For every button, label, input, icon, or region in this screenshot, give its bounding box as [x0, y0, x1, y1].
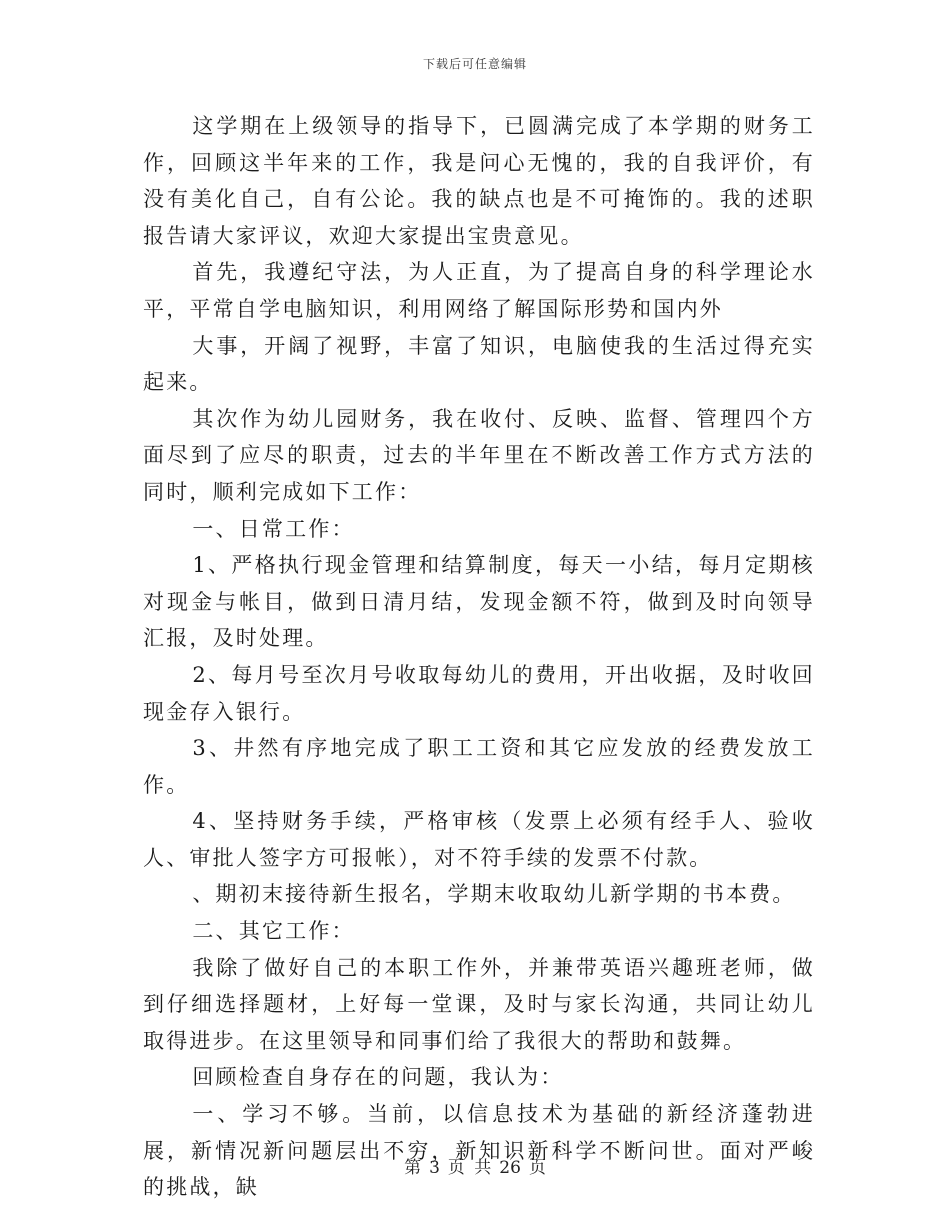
paragraph: 大事，开阔了视野，丰富了知识，电脑使我的生活过得充实起来。	[143, 333, 815, 395]
document-body	[143, 108, 815, 1206]
page-footer	[0, 1153, 950, 1178]
current-page-number: 3	[429, 1158, 440, 1178]
section-heading: 一、日常工作：	[192, 516, 355, 541]
list-item: 4、坚持财务手续，严格审核（发票上必须有经手人、验收人、审批人签字方可报帐），对不符手续的发票不付款。	[143, 809, 815, 870]
footer-suffix: 页	[528, 1158, 546, 1178]
paragraph: 回顾检查自身存在的问题，我认为：	[192, 1065, 564, 1090]
paragraph: 这学期在上级领导的指导下，已圆满完成了本学期的财务工作，回顾这半年来的工作，我是问心无愧的，我的自我评价，有没有美化自己，自有公论。我的缺点也是不可掩饰的。我的述职报告请大家评议，欢迎大家提出宝贵意见。	[143, 114, 815, 248]
paragraph: 首先，我遵纪守法，为人正直，为了提高自身的科学理论水平，平常自学电脑知识，利用网络了解国际形势和国内外	[143, 260, 815, 321]
footer-prefix: 第	[404, 1158, 422, 1178]
list-item: 3、井然有序地完成了职工工资和其它应发放的经费发放工作。	[143, 736, 815, 797]
footer-middle: 页 共	[447, 1158, 492, 1178]
paragraph: 一、学习不够。当前，以信息技术为基础的新经济蓬勃进展，新情况新问题层出不穷，新知识新科学不断问世。面对严峻的挑战，缺	[143, 1102, 815, 1200]
paragraph: 我除了做好自己的本职工作外，并兼带英语兴趣班老师，做到仔细选择题材，上好每一堂课，及时与家长沟通，共同让幼儿取得进步。在这里领导和同事们给了我很大的帮助和鼓舞。	[143, 955, 815, 1053]
paragraph: 其次作为幼儿园财务，我在收付、反映、监督、管理四个方面尽到了应尽的职责，过去的半年里在不断改善工作方式方法的同时，顺利完成如下工作：	[143, 406, 815, 504]
list-item: 2、每月号至次月号收取每幼儿的费用，开出收据，及时收回现金存入银行。	[143, 662, 815, 724]
section-heading: 二、其它工作：	[192, 919, 355, 944]
header-note: 下载后可任意编辑	[422, 57, 527, 71]
list-item: 、期初末接待新生报名，学期末收取幼儿新学期的书本费。	[192, 882, 796, 907]
list-item: 1、严格执行现金管理和结算制度，每天一小结，每月定期核对现金与帐目，做到日清月结，发现金额不符，做到及时向领导汇报，及时处理。	[143, 553, 815, 651]
total-pages-number: 26	[499, 1158, 521, 1178]
